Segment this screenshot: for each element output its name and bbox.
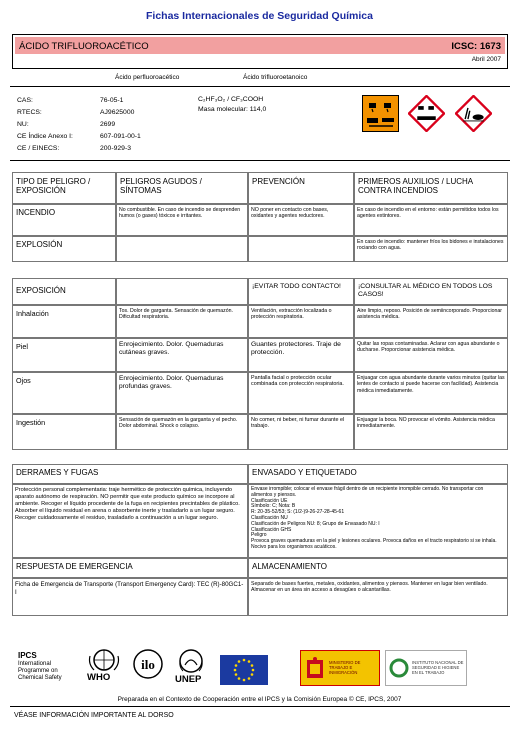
formula-block (198, 95, 266, 115)
nu-label: NU: (17, 121, 29, 128)
exposure-route: Inhalación (12, 305, 116, 338)
insht-logo (385, 650, 467, 686)
corrosive-symbol-eu (362, 95, 399, 132)
identifier-labels (17, 95, 73, 155)
divider (10, 160, 510, 161)
col-hazard-type: TIPO DE PELIGRO / EXPOSICIÓN (12, 172, 116, 204)
nu-value: 2699 (100, 121, 116, 128)
exposure-route: Ojos (12, 372, 116, 414)
synonym: Ácido trifluoroetanoico (243, 74, 308, 81)
ipcs-subtitle: International Programme on Chemical Safety (18, 661, 62, 681)
consult-doctor: ¡CONSULTAR AL MÉDICO EN TODOS LOS CASOS! (354, 278, 508, 305)
exposure-prevention: Pantalla facial o protección ocular combinada con protección respiratoria. (248, 372, 354, 414)
fire-label: INCENDIO (12, 204, 116, 236)
corrosive-icon (363, 96, 398, 131)
explosion-hazard (116, 236, 248, 262)
packaging-text: Envase irrompible; colocar el envase frágil dentro de un recipiente irrompible cerrado. No transportar con alimentos y piensos. Clasificación UE Símbolo: C; Nota: B R: 20-35-52/53; S: (1/2-)9-26-27-28-45-61 Clasificación NU Clasificación de Peligros NU: 8; Grupo de Envasado NU: I Clasificación GHS Peligro Provoca graves quemaduras en la piel y lesiones oculares. Provoca daños en el tracto respiratorio si se inhala. Nocivo para los organismos acuáticos. (248, 484, 508, 558)
substance-name: ÁCIDO TRIFLUOROACÉTICO (19, 41, 149, 52)
eu-flag-icon (220, 655, 268, 685)
who-emblem-icon (86, 648, 122, 672)
exposure-label: EXPOSICIÓN (12, 278, 116, 305)
ministerio-logo (300, 650, 380, 686)
rtecs-value: AJ9625000 (100, 109, 135, 116)
fire-first-aid: En caso de incendio en el entorno: están permitidos todos los agentes extintores. (354, 204, 508, 236)
exposure-first-aid: Aire limpio, reposo. Posición de semiincorporado. Proporcionar asistencia médica. (354, 305, 508, 338)
prepared-note: Preparada en el Contexto de Cooperación entre el IPCS y la Comisión Europea © CE, IPCS, 2007 (117, 696, 402, 703)
exposure-symptoms: Enrojecimiento. Dolor. Quemaduras profundas graves. (116, 372, 248, 414)
svg-text:ilo: ilo (141, 657, 155, 672)
einecs-value: 200-929-3 (100, 145, 131, 152)
substance-header (12, 34, 508, 69)
explosion-prevention (248, 236, 354, 262)
exposure-route: Piel (12, 338, 116, 372)
exposure-first-aid: Quitar las ropas contaminadas. Aclarar con agua abundante o ducharse. Proporcionar asistencia médica. (354, 338, 508, 372)
unep-label: UNEP (175, 674, 202, 685)
annex-label: CE Índice Anexo I: (17, 133, 73, 140)
insht-text: INSTITUTO NACIONAL DE SEGURIDAD E HIGIENE EN EL TRABAJO (412, 660, 464, 675)
fire-hazard: No combustible. En caso de incendio se desprenden humos (o gases) tóxicos e irritantes. (116, 204, 248, 236)
ipcs-logo-text: IPCS (18, 651, 37, 660)
document-title: Fichas Internacionales de Seguridad Química (146, 10, 373, 22)
spills-text: Protección personal complementaria: traje hermético de protección química, incluyendo aparato autónomo de respiración. NO permitir que este producto químico se incorpore al ambiente. Recoger el líquido procedente de la fuga en recipientes precintables de plástico. Absorber el líquido residual en arena o absorbente inerte y trasladarlo a un lugar seguro. Recoger cuidadosamente el residuo, trasladarlo a continuación a un lugar seguro. (12, 484, 248, 558)
exposure-prevention: Ventilación, extracción localizada o protección respiratoria. (248, 305, 354, 338)
exposure-symptoms: Enrojecimiento. Dolor. Quemaduras cutáneas graves. (116, 338, 248, 372)
ghs-environment-icon (455, 95, 492, 132)
revision-date: Abril 2007 (471, 56, 501, 63)
annex-value: 607-091-00-1 (100, 133, 141, 140)
storage-title: ALMACENAMIENTO (248, 558, 508, 578)
cas-label: CAS: (17, 97, 33, 104)
divider (10, 86, 510, 87)
identifier-values (100, 95, 141, 155)
packaging-title: ENVASADO Y ETIQUETADO (248, 464, 508, 484)
fire-prevention: NO poner en contacto con bases, oxidantes y agentes reductores. (248, 204, 354, 236)
ilo-emblem-icon (132, 648, 164, 680)
divider (10, 706, 510, 707)
exposure-symptoms: Sensación de quemazón en la garganta y el pecho. Dolor abdominal. Shock o colapso. (116, 414, 248, 450)
molecular-formula: C₂HF₃O₂ / CF₃COOH (198, 96, 264, 103)
spills-title: DERRAMES Y FUGAS (12, 464, 248, 484)
unep-emblem-icon (175, 648, 207, 674)
exposure-prevention: Guantes protectores. Traje de protección. (248, 338, 354, 372)
col-acute-hazards: PELIGROS AGUDOS / SÍNTOMAS (116, 172, 248, 204)
ghs-corrosion-icon (408, 95, 445, 132)
avoid-contact: ¡EVITAR TODO CONTACTO! (248, 278, 354, 305)
emergency-text: Ficha de Emergencia de Transporte (Transport Emergency Card): TEC (R)-80GC1-I (12, 578, 248, 616)
explosion-label: EXPLOSIÓN (12, 236, 116, 262)
exposure-symptoms: Tos. Dolor de garganta. Sensación de quemazón. Dificultad respiratoria. (116, 305, 248, 338)
exposure-empty (116, 278, 248, 305)
synonym: Ácido perfluoroacético (115, 74, 180, 81)
molecular-mass: Masa molecular: 114,0 (198, 106, 267, 113)
who-label: WHO (87, 672, 111, 683)
icsc-number: ICSC: 1673 (451, 41, 501, 52)
coat-of-arms-icon (304, 656, 326, 682)
ministerio-text: MINISTERIO DE TRABAJO E INMIGRACIÓN (329, 660, 361, 675)
cas-value: 76-05-1 (100, 97, 124, 104)
exposure-route: Ingestión (12, 414, 116, 450)
einecs-label: CE / EINECS: (17, 145, 60, 152)
emergency-title: RESPUESTA DE EMERGENCIA (12, 558, 248, 578)
insht-emblem-icon (389, 658, 409, 678)
exposure-first-aid: Enjuagar con agua abundante durante varios minutos (quitar las lentes de contacto si puede hacerse con facilidad). Asistencia médica inmediatamente. (354, 372, 508, 414)
storage-text: Separado de bases fuertes, metales, oxidantes, alimentos y piensos. Mantener en lugar bien ventilado. Almacenar en un área sin acceso a desagües o alcantarillas. (248, 578, 508, 616)
rtecs-label: RTECS: (17, 109, 42, 116)
exposure-prevention: No comer, ni beber, ni fumar durante el trabajo. (248, 414, 354, 450)
explosion-first-aid: En caso de incendio: mantener fríos los bidones e instalaciones rociando con agua. (354, 236, 508, 262)
col-first-aid: PRIMEROS AUXILIOS / LUCHA CONTRA INCENDIOS (354, 172, 508, 204)
see-reverse-note: VÉASE INFORMACIÓN IMPORTANTE AL DORSO (14, 712, 174, 719)
exposure-first-aid: Enjuagar la boca. NO provocar el vómito. Asistencia médica inmediatamente. (354, 414, 508, 450)
col-prevention: PREVENCIÓN (248, 172, 354, 204)
